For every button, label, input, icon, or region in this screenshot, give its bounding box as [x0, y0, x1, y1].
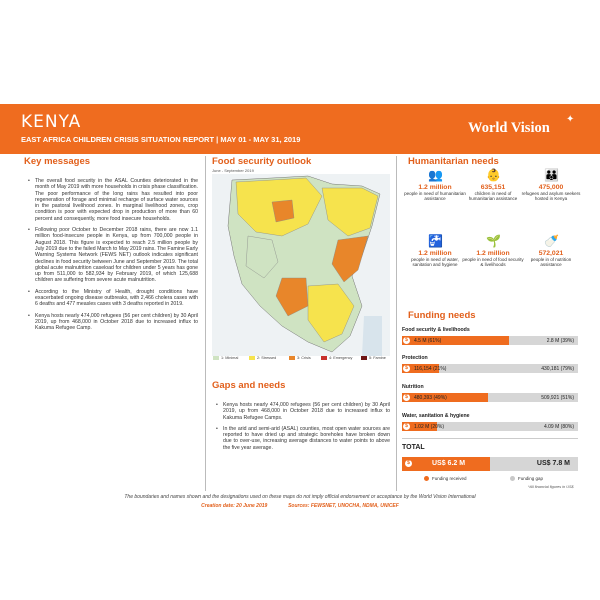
dollar-icon: $	[405, 460, 412, 467]
funding-received-value: 1.02 M (20%)	[414, 423, 445, 430]
funding-bar-wash	[402, 422, 578, 431]
dollar-icon: $	[403, 337, 410, 344]
total-received-segment	[402, 457, 490, 471]
legend-label: 1: Minimal	[221, 356, 239, 360]
funding-category-label: Protection	[402, 355, 428, 361]
dollar-icon: $	[403, 394, 410, 401]
funding-bar-food-security	[402, 336, 578, 345]
need-food-security	[462, 234, 524, 268]
legend-swatch	[361, 356, 367, 360]
funding-bar-nutrition	[402, 393, 578, 402]
need-value: 635,151	[480, 184, 506, 191]
need-children-humanitarian	[462, 168, 524, 202]
funding-gap-value: 509,921 (51%)	[541, 394, 574, 401]
need-label: people in need of water, sanitation and hygiene	[411, 257, 459, 268]
world-vision-logo: World Vision	[468, 120, 550, 136]
family-icon: 👪	[544, 168, 559, 182]
funding-received-value: 4.5 M (61%)	[414, 337, 442, 344]
key-message-bullet: • The overall food security in the ASAL Counties deteriorated in the month of May 2019 with more households in crisis phase classification. The poor performance of the long rains has resulted into poor regeneration of forage and minimal recharge of surface water sources in the pastoral livelihood zones. In marginal livelihood zones, crop condition is poor with expected drop in production of more than 60 percent and consequently, more food insecure households.	[28, 178, 198, 222]
kenya-food-security-map	[212, 166, 390, 366]
legend-received	[424, 476, 467, 481]
total-gap-value: US$ 7.8 M	[536, 460, 570, 467]
legend-label: 3: Crisis	[297, 356, 311, 360]
legend-item-crisis	[289, 356, 311, 360]
legend-swatch	[289, 356, 295, 360]
funding-gap-value: 4.09 M (80%)	[543, 423, 574, 430]
funding-divider	[402, 438, 578, 439]
map-legend	[213, 356, 391, 364]
need-value: 1.2 million	[418, 184, 452, 191]
gaps-needs-list	[216, 402, 390, 456]
need-label: children in need of humanitarian assistance	[468, 191, 518, 202]
key-message-bullet: • Following poor October to December 2018 rains, there are now 1.1 million food-insecure people in Kenya, up from 700,000 people in August 2018. This figure is expected to reach 2.5 million people by July 2019 due to the failed March to May 2019 rains. The Famine Early Warning Systems Network (FEWS NET) outlook indicates significant declines in food security between June and September 2019. The total global acute malnutrition caseload for children under 5 years has gone up from 511,000 to 582,934 by February 2019, of which 125,688 children are suffering from severe acute malnutrition.	[28, 227, 198, 284]
total-funding-bar	[402, 457, 578, 471]
people-icon: 👥	[428, 168, 443, 182]
legend-swatch	[249, 356, 255, 360]
need-nutrition	[520, 234, 582, 268]
column-divider	[205, 156, 206, 491]
humanitarian-needs-title: Humanitarian needs	[408, 156, 499, 167]
need-refugees	[520, 168, 582, 202]
funding-received-value: 116,154 (21%)	[414, 365, 447, 372]
footer-meta	[0, 503, 600, 509]
legend-item-emergency	[321, 356, 352, 360]
legend-gap	[510, 476, 543, 481]
legend-label: 4: Emergency	[329, 356, 353, 360]
legend-gap-label: Funding gap	[518, 476, 544, 481]
need-value: 1.2 million	[476, 250, 510, 257]
footer-disclaimer: The boundaries and names shown and the designations used on these maps do not imply official endorsement or acceptance by the World Vision International	[124, 494, 476, 500]
logo-star-icon: ✦	[566, 114, 575, 125]
map-period: June - September 2019	[212, 168, 254, 173]
funding-category-label: Food security & livelihoods	[402, 327, 470, 333]
need-label: people in need of food security & livelihoods	[462, 257, 524, 268]
legend-item-minimal	[213, 356, 238, 360]
funding-needs-title: Funding needs	[408, 310, 476, 321]
total-received-value: US$ 6.2 M	[432, 460, 466, 467]
key-message-bullet: • Kenya hosts nearly 474,000 refugees (56 per cent children) by 30 April 2019, up from 468,000 in October 2018 due to increased influx to Kakuma Refugee Camp.	[28, 313, 198, 332]
gap-bullet: • In the arid and semi-arid (ASAL) counties, most open water sources are reported to have dried up and strategic boreholes have broken down due to over-use, increasing average distances to water points to above the five year average.	[216, 426, 390, 451]
plant-icon: 🌱	[486, 234, 501, 248]
funding-category-label: Water, sanitation & hygiene	[402, 413, 470, 419]
need-label: refugees and asylum seekers hosted in Kenya	[521, 191, 581, 202]
funding-gap-value: 430,181 (79%)	[541, 365, 574, 372]
financial-note: *All financial figures in US$	[528, 485, 574, 489]
funding-received-value: 480,393 (49%)	[414, 394, 447, 401]
food-security-title: Food security outlook	[212, 156, 312, 167]
child-icon: 👶	[486, 168, 501, 182]
key-message-bullet: • According to the Ministry of Health, drought conditions have exacerbated ongoing disease outbreaks, with 2,466 cholera cases with 6 deaths and 477 measles cases with 3 deaths reported in 2019.	[28, 289, 198, 308]
gaps-needs-title: Gaps and needs	[212, 380, 286, 391]
water-tap-icon: 🚰	[428, 234, 443, 248]
total-gap-segment	[490, 457, 578, 471]
need-wash	[404, 234, 466, 268]
need-value: 1.2 million	[418, 250, 452, 257]
legend-dot-received	[424, 476, 429, 481]
need-label: people in need of humanitarian assistance	[404, 191, 466, 202]
key-messages-title: Key messages	[24, 156, 91, 167]
need-label: people in of nutrition assistance	[530, 257, 572, 268]
sources: Sources: FEWSNET, UNOCHA, NDMA, UNICEF	[288, 503, 399, 509]
legend-item-stressed	[249, 356, 276, 360]
dollar-icon: $	[403, 365, 410, 372]
country-title: KENYA	[21, 112, 82, 132]
dollar-icon: $	[403, 423, 410, 430]
legend-label: 5: Famine	[369, 356, 386, 360]
gap-bullet: • Kenya hosts nearly 474,000 refugees (56 per cent children) by 30 April 2019, up from 468,000 in October 2018 due to increased influx to Kakuma Refugee Camps.	[216, 402, 390, 421]
kenya-map-svg	[212, 166, 390, 366]
legend-swatch	[213, 356, 219, 360]
need-value: 475,000	[538, 184, 564, 191]
column-divider	[396, 156, 397, 491]
funding-gap-value: 2.8 M (39%)	[546, 337, 574, 344]
need-value: 572,021	[538, 250, 564, 257]
funding-bar-protection	[402, 364, 578, 373]
legend-label: 2: Stressed	[257, 356, 277, 360]
legend-received-label: Funding received	[432, 476, 467, 481]
total-label: TOTAL	[402, 444, 425, 451]
region-crisis-north	[272, 200, 294, 222]
legend-item-famine	[361, 356, 386, 360]
legend-swatch	[321, 356, 327, 360]
report-subtitle: EAST AFRICA CHILDREN CRISIS SITUATION REPORT | MAY 01 - MAY 31, 2019	[21, 135, 301, 144]
need-people-humanitarian	[404, 168, 466, 202]
legend-dot-gap	[510, 476, 515, 481]
indian-ocean	[362, 316, 382, 356]
creation-date: Creation date: 20 June 2019	[201, 503, 268, 509]
nutrition-icon: 🍼	[544, 234, 559, 248]
key-messages-list	[28, 178, 198, 337]
funding-category-label: Nutrition	[402, 384, 424, 390]
